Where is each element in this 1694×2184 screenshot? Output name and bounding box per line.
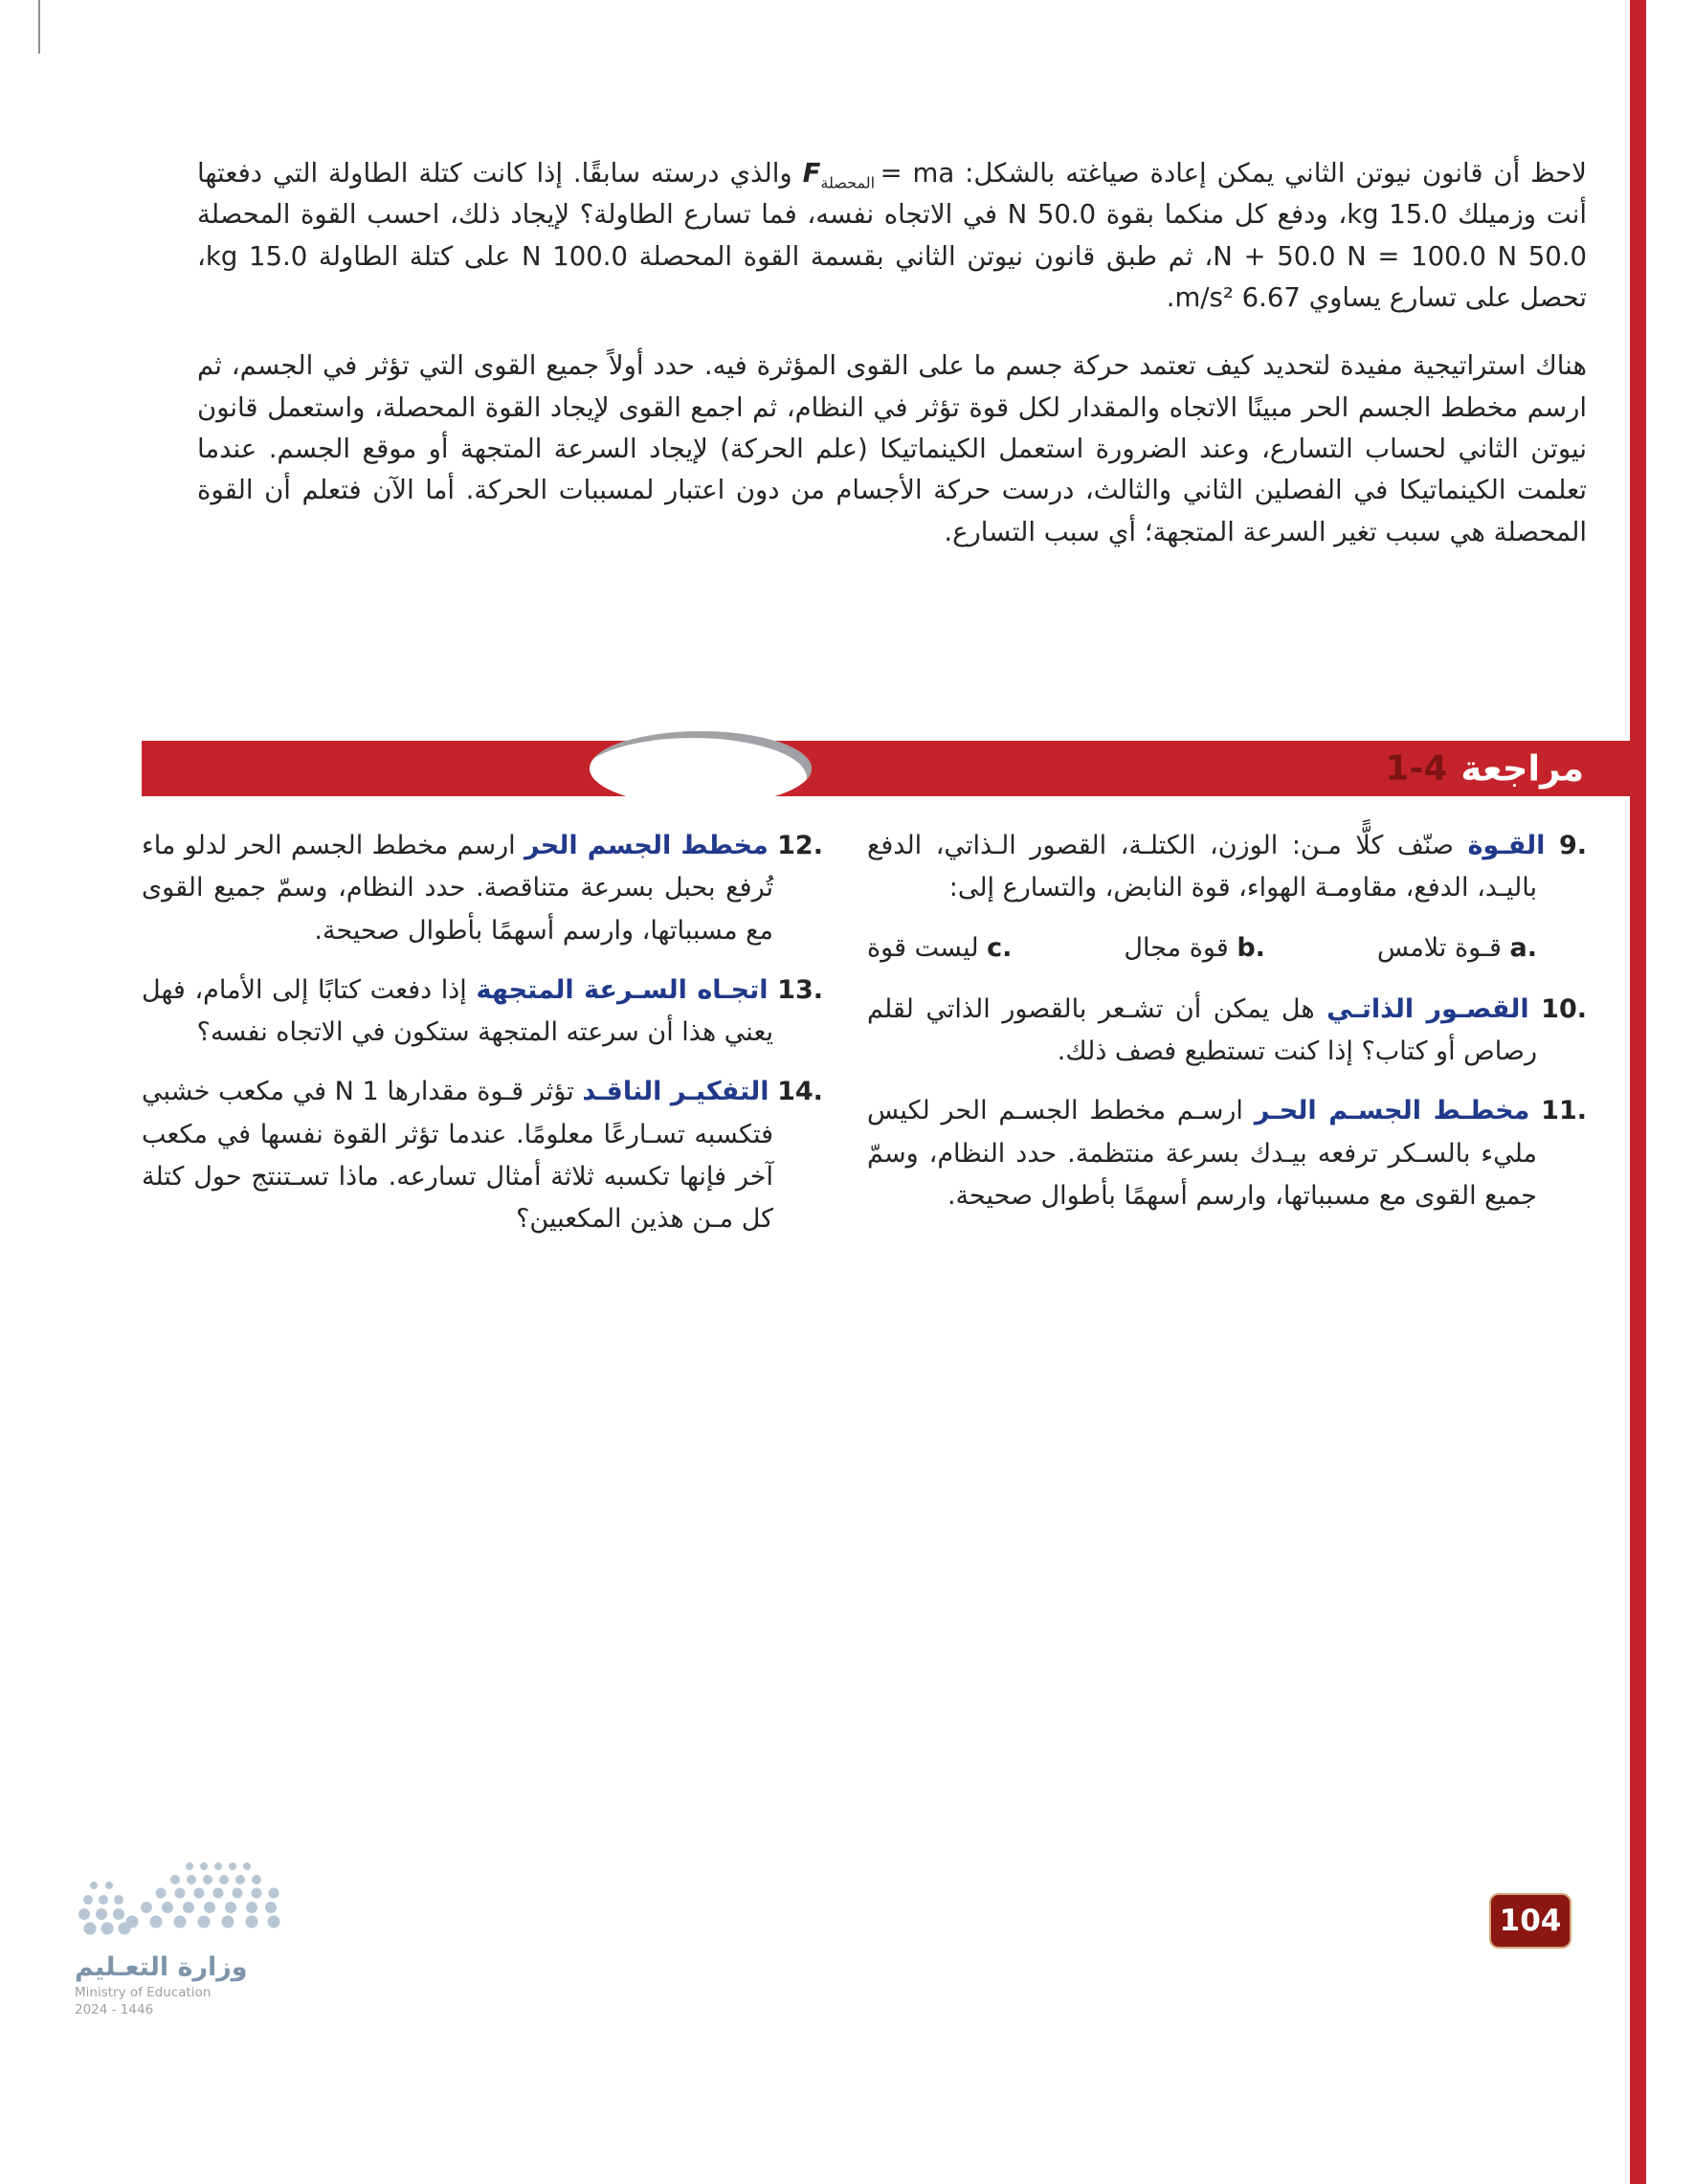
ministry-logo — [75, 1855, 314, 2017]
intro-para1-start: لاحظ أن قانون نيوتن الثاني يمكن إعادة صياغته بالشكل: — [965, 157, 1587, 189]
question-11 — [867, 1090, 1587, 1217]
question-13 — [142, 969, 823, 1055]
option-label: b. — [1237, 932, 1265, 963]
option-c — [867, 927, 1012, 969]
question-text: هل يمكن أن تشـعر بالقصور الذاتي لقلم رصاص أو كتاب؟ إذا كنت تستطيع فصف ذلك. — [867, 993, 1537, 1067]
question-number: 13. — [777, 974, 823, 1005]
formula-equals-ma: = ma — [880, 157, 955, 189]
question-keyword: اتجـاه السـرعة المتجهة — [476, 974, 769, 1005]
question-10 — [867, 989, 1587, 1074]
question-number: 11. — [1541, 1096, 1587, 1126]
ministry-logo-dots — [75, 1855, 285, 1943]
question-9-options — [867, 927, 1587, 969]
intro-para1-rest: والذي درسته سابقًا. إذا كانت كتلة الطاولة التي دفعتها أنت وزميلك 15.0 kg، ودفع كل منكما بقوة 50.0 N في الاتجاه نفسه، فما تسارع الطاولة؟ لإيجاد ذلك، احسب القوة المحصلة 50.0 N + 50.0 N = 100.0 N، ثم طبق قانون نيوتن الثاني بقسمة القوة المحصلة 100.0 N على كتلة الطاولة 15.0 kg، تحصل على تسارع يساوي 6.67 m/s². — [197, 157, 1587, 314]
formula-subscript: المحصلة — [820, 173, 876, 191]
question-keyword: القـوة — [1467, 831, 1546, 860]
option-text: ليست قوة — [867, 932, 979, 963]
ministry-name-arabic: وزارة التعـليم — [75, 1952, 248, 1982]
question-14 — [142, 1071, 823, 1240]
option-text: قوة مجال — [1124, 932, 1229, 963]
question-number: 12. — [777, 831, 823, 860]
option-label: c. — [987, 932, 1013, 963]
review-title: مراجعة — [1460, 747, 1584, 790]
crop-mark — [38, 0, 40, 54]
formula-f-symbol: F — [802, 157, 821, 189]
question-number: 14. — [777, 1077, 823, 1107]
intro-text-block — [197, 126, 1587, 580]
question-text: ارسـم مخطط الجسـم الحر لكيس مليء بالسـكر ترفعه بيـدك بسرعة منتظمة. حدد النظام، وسمّ جميع القوى مع مسبباتها، وارسم أسهمًا بأطوال صحيحة. — [867, 1096, 1537, 1211]
intro-paragraph-2: هناك استراتيجية مفيدة لتحديد كيف تعتمد حركة جسم ما على القوى المؤثرة فيه. حدد أولاً جميع القوى التي تؤثر في الجسم، ثم ارسم مخطط الجسم الحر مبينًا الاتجاه والمقدار لكل قوة تؤثر في النظام، ثم اجمع القوى لإيجاد القوة المحصلة، واستعمل قانون نيوتن الثاني لحساب التسارع، وعند الضرورة استعمل الكينماتيكا (علم الحركة) لإيجاد السرعة المتجهة أو موقع الجسم. عندما تعلمت الكينماتيكا في الفصلين الثاني والثالث، درست حركة الأجسام من دون اعتبار لمسببات الحركة. أما الآن فتعلم أن القوة المحصلة هي سبب تغير السرعة المتجهة؛ أي سبب التسارع. — [197, 350, 1587, 547]
question-number: 10. — [1541, 993, 1587, 1024]
question-text: ارسم مخطط الجسم الحر لدلو ماء تُرفع بحبل بسرعة متناقصة. حدد النظام، وسمّ جميع القوى مع مسبباتها، وارسم أسهمًا بأطوال صحيحة. — [142, 831, 773, 946]
intro-paragraph-1 — [197, 153, 1587, 320]
question-9 — [867, 825, 1587, 910]
red-side-strip — [1630, 0, 1646, 2184]
question-text: تؤثر قـوة مقدارها 1 N في مكعب خشبي فتكسبه تسـارعًا معلومًا. عندما تؤثر القوة نفسها في مكعب آخر فإنها تكسبه ثلاثة أمثال تسارعه. ماذا تسـتنتج حول كتلة كل مـن هذين المكعبين؟ — [142, 1077, 773, 1235]
question-text: إذا دفعت كتابًا إلى الأمام، فهل يعني هذا أن سرعته المتجهة ستكون في الاتجاه نفسه؟ — [142, 974, 773, 1048]
question-12 — [142, 825, 823, 952]
option-text: قـوة تلامس — [1376, 932, 1502, 963]
option-b — [1124, 927, 1265, 969]
ministry-name-english: Ministry of Education — [75, 1985, 212, 2000]
review-heading — [1385, 748, 1584, 790]
option-label: a. — [1509, 932, 1537, 963]
questions-column-left — [142, 825, 823, 1258]
option-a — [1377, 927, 1537, 969]
question-keyword: القصـور الذاتـي — [1326, 993, 1529, 1024]
banner-ellipse-decoration — [590, 731, 812, 806]
ministry-years: 2024 - 1446 — [75, 2002, 154, 2017]
newton-second-law-formula — [803, 158, 955, 189]
question-text: صنّف كلًّا مـن: الوزن، الكتلـة، القصور الـذاتي، الدفع باليـد، الدفع، مقاومـة الهواء، قوة النابض، والتسارع إلى: — [867, 831, 1537, 903]
questions-column-right — [867, 825, 1587, 1235]
page-number-badge: 104 — [1489, 1893, 1571, 1949]
question-keyword: مخطـط الجسـم الحـر — [1254, 1096, 1530, 1126]
question-number: 9. — [1558, 831, 1587, 860]
question-keyword: التفكيـر الناقـد — [582, 1077, 769, 1107]
review-section-number: 1-4 — [1385, 748, 1448, 789]
question-keyword: مخطط الجسم الحر — [524, 831, 769, 860]
review-banner — [142, 741, 1646, 796]
